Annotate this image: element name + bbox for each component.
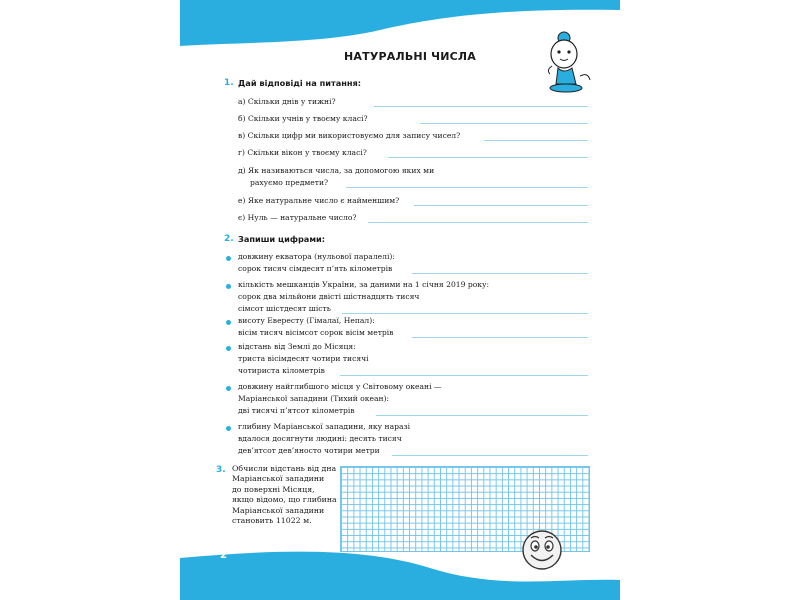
answer-line-b[interactable] xyxy=(420,123,588,124)
question-c: в) Скільки цифр ми використовуємо для запису чисел? xyxy=(238,131,461,140)
answer-line-item5[interactable] xyxy=(376,415,588,416)
task3-line: до поверхні Місяця, xyxy=(232,484,315,494)
question-a: а) Скільки днів у тижні? xyxy=(238,97,336,106)
answer-line-item6[interactable] xyxy=(392,455,588,456)
answer-line-c[interactable] xyxy=(484,140,588,141)
item1-line2: сорок тисяч сімдесят п’ять кілометрів xyxy=(238,264,393,273)
bullet-dot xyxy=(226,346,231,351)
item6-line3: дев’ятсот дев’яносто чотири метри xyxy=(238,446,380,455)
page-title: НАТУРАЛЬНІ ЧИСЛА xyxy=(344,50,476,63)
item5-line3: дві тисячі п’ятсот кілометрів xyxy=(238,406,355,415)
task2-heading: Запиши цифрами: xyxy=(238,234,326,244)
item1-line1: довжину екватора (нульової паралелі): xyxy=(238,252,395,261)
task3-line: якщо відомо, що глибина xyxy=(232,495,337,505)
question-e-line2: рахуємо предмети? xyxy=(250,178,329,187)
answer-line-g[interactable] xyxy=(368,222,588,223)
item3-line2: вісім тисяч вісімсот сорок вісім метрів xyxy=(238,328,394,337)
page-number: 2 xyxy=(220,550,227,561)
answer-line-e[interactable] xyxy=(346,187,588,188)
answer-line-d[interactable] xyxy=(388,157,588,158)
task3-line: Обчисли відстань від дна xyxy=(232,464,337,473)
question-b: б) Скільки учнів у твоєму класі? xyxy=(238,114,368,123)
item4-line1: відстань від Землі до Місяця: xyxy=(238,342,356,351)
answer-line-item1[interactable] xyxy=(412,273,588,274)
smiley-face-icon xyxy=(520,528,564,572)
bullet-dot xyxy=(226,426,231,431)
answer-line-f[interactable] xyxy=(414,205,588,206)
bullet-dot xyxy=(226,320,231,325)
task3-text xyxy=(232,464,342,526)
item4-line3: чотириста кілометрів xyxy=(238,366,325,375)
item2-line3: сімсот шістдесят шість xyxy=(238,304,331,313)
question-d: г) Скільки вікон у твоєму класі? xyxy=(238,148,367,157)
task3-line: Маріанської западини xyxy=(232,474,325,484)
item6-line1: глибину Маріанської западини, яку наразі xyxy=(238,422,411,431)
answer-line-item4[interactable] xyxy=(340,375,588,376)
question-g: є) Нуль — натуральне число? xyxy=(238,213,357,222)
item3-line1: висоту Евересту (Гімалаї, Непал): xyxy=(238,316,375,325)
task3-number: 3. xyxy=(216,465,226,475)
task3-line: становить 11022 м. xyxy=(232,516,312,526)
workbook-page xyxy=(180,0,620,600)
bullet-dot xyxy=(226,284,231,289)
task3-line: Маріанської западини xyxy=(232,505,325,515)
item4-line2: триста вісімдесят чотири тисячі xyxy=(238,354,369,363)
bullet-dot xyxy=(226,256,231,261)
task1-number: 1. xyxy=(224,78,234,88)
item6-line2: вдалося досягнути людині: десять тисяч xyxy=(238,434,402,443)
task1-heading: Дай відповіді на питання: xyxy=(238,78,362,88)
mascot-illustration xyxy=(542,28,598,100)
item5-line1: довжину найглибшого місця у Світовому океані — xyxy=(238,382,442,391)
item2-line1: кількість мешканців України, за даними на 1 січня 2019 року: xyxy=(238,280,490,289)
question-e-line1: д) Як називаються числа, за допомогою яких ми xyxy=(238,166,435,175)
question-f: е) Яке натуральне число є найменшим? xyxy=(238,196,400,205)
answer-line-item3[interactable] xyxy=(412,337,588,338)
bullet-dot xyxy=(226,386,231,391)
answer-line-a[interactable] xyxy=(374,106,588,107)
task2-number: 2. xyxy=(224,234,234,244)
item2-line2: сорок два мільйони двісті шістнадцять тисяч xyxy=(238,292,420,301)
item5-line2: Маріанської западини (Тихий океан): xyxy=(238,394,390,403)
answer-line-item2[interactable] xyxy=(342,313,588,314)
